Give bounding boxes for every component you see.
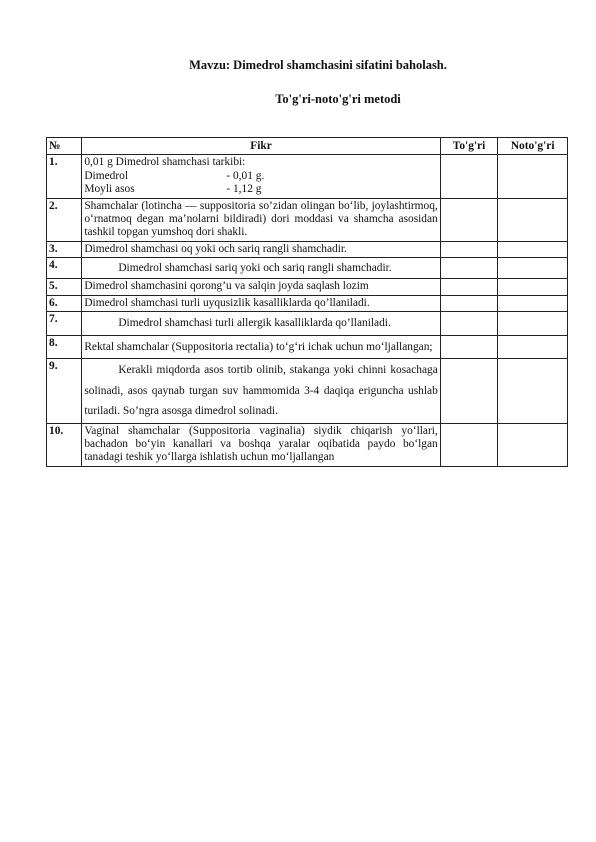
true-answer-cell[interactable]: [440, 258, 498, 279]
false-answer-cell[interactable]: [498, 359, 568, 424]
header-true: To'g'ri: [440, 138, 498, 155]
row-statement: Kerakli miqdorda asos tortib olinib, stakanga yoki chinni kosachaga solinadi, asos qaynab turgan suv hammomida 3-4 daqiqa eriguncha ushlab turiladi. So’ngra asosga dimedrol solinadi.: [82, 359, 440, 424]
header-false: Noto'g'ri: [498, 138, 568, 155]
row-statement: Vaginal shamchalar (Suppositoria vaginalia) siydik chiqarish yo‘llari, bachadon bo‘yin kanallari va boshqa yaralar oqibatida paydo bo‘lgan tanadagi teshik yo‘llarga ishlatish uchun mo‘ljallangan: [82, 423, 440, 466]
row-number: 4.: [47, 258, 82, 279]
composition-item: [84, 183, 437, 196]
true-answer-cell[interactable]: [440, 312, 498, 336]
row-statement: Dimedrol shamchasi oq yoki och sariq rangli shamchadir.: [82, 241, 440, 257]
false-answer-cell[interactable]: [498, 423, 568, 466]
row-statement: Dimedrol shamchasi turli uyqusizlik kasalliklarda qo’llaniladi.: [82, 295, 440, 311]
false-answer-cell[interactable]: [498, 312, 568, 336]
row-number: 5.: [47, 279, 82, 295]
true-answer-cell[interactable]: [440, 198, 498, 241]
row-number: 10.: [47, 423, 82, 466]
table-row: [47, 155, 568, 198]
row-number: 9.: [47, 359, 82, 424]
row-statement: Dimedrol shamchasi turli allergik kasalliklarda qo’llaniladi.: [82, 312, 440, 336]
row-number: 2.: [47, 198, 82, 241]
composition-item: [84, 170, 437, 183]
false-answer-cell[interactable]: [498, 258, 568, 279]
row-number: 7.: [47, 312, 82, 336]
document-subtitle: To'g'ri-noto'g'ri metodi: [275, 92, 401, 106]
table-row: [47, 198, 568, 241]
ingredient-amount: - 1,12 g: [226, 183, 262, 196]
table-row: [47, 295, 568, 311]
row-number: 3.: [47, 241, 82, 257]
row-statement: Shamchalar (lotincha — suppositoria so’zidan olingan bo‘lib, joylashtirmoq, o‘rnatmoq degan ma’nolarni bildiradi) dori moddasi va shamcha asosidan tashkil topgan yumshoq dori shakli.: [82, 198, 440, 241]
false-answer-cell[interactable]: [498, 155, 568, 198]
header-statement: Fikr: [82, 138, 440, 155]
row-statement: Dimedrol shamchasini qorong’u va salqin joyda saqlash lozim: [82, 279, 440, 295]
false-answer-cell[interactable]: [498, 295, 568, 311]
true-answer-cell[interactable]: [440, 241, 498, 257]
true-false-table: [46, 137, 568, 467]
row-statement: Rektal shamchalar (Suppositoria rectalia) to‘g‘ri ichak uchun mo‘ljallangan;: [82, 335, 440, 359]
table-row: [47, 241, 568, 257]
ingredient-name: Dimedrol: [84, 169, 128, 182]
row-number: 8.: [47, 335, 82, 359]
row-number: 6.: [47, 295, 82, 311]
document-title: Mavzu: Dimedrol shamchasini sifatini baholash.: [189, 58, 447, 72]
table-row: [47, 312, 568, 336]
true-answer-cell[interactable]: [440, 155, 498, 198]
header-number: №: [47, 138, 82, 155]
true-answer-cell[interactable]: [440, 359, 498, 424]
false-answer-cell[interactable]: [498, 241, 568, 257]
row-number: 1.: [47, 155, 82, 198]
table-row: [47, 258, 568, 279]
true-answer-cell[interactable]: [440, 279, 498, 295]
ingredient-name: Moyli asos: [84, 183, 135, 196]
table-row: [47, 279, 568, 295]
row-statement: [82, 155, 440, 198]
true-answer-cell[interactable]: [440, 423, 498, 466]
row-statement: Dimedrol shamchasi sariq yoki och sariq rangli shamchadir.: [82, 258, 440, 279]
table-row: [47, 359, 568, 424]
false-answer-cell[interactable]: [498, 198, 568, 241]
table-row: [47, 423, 568, 466]
true-answer-cell[interactable]: [440, 335, 498, 359]
composition-intro: 0,01 g Dimedrol shamchasi tarkibi:: [84, 156, 246, 169]
false-answer-cell[interactable]: [498, 335, 568, 359]
table-header-row: [47, 138, 568, 155]
table-row: [47, 335, 568, 359]
false-answer-cell[interactable]: [498, 279, 568, 295]
true-answer-cell[interactable]: [440, 295, 498, 311]
ingredient-amount: - 0,01 g.: [226, 169, 265, 182]
